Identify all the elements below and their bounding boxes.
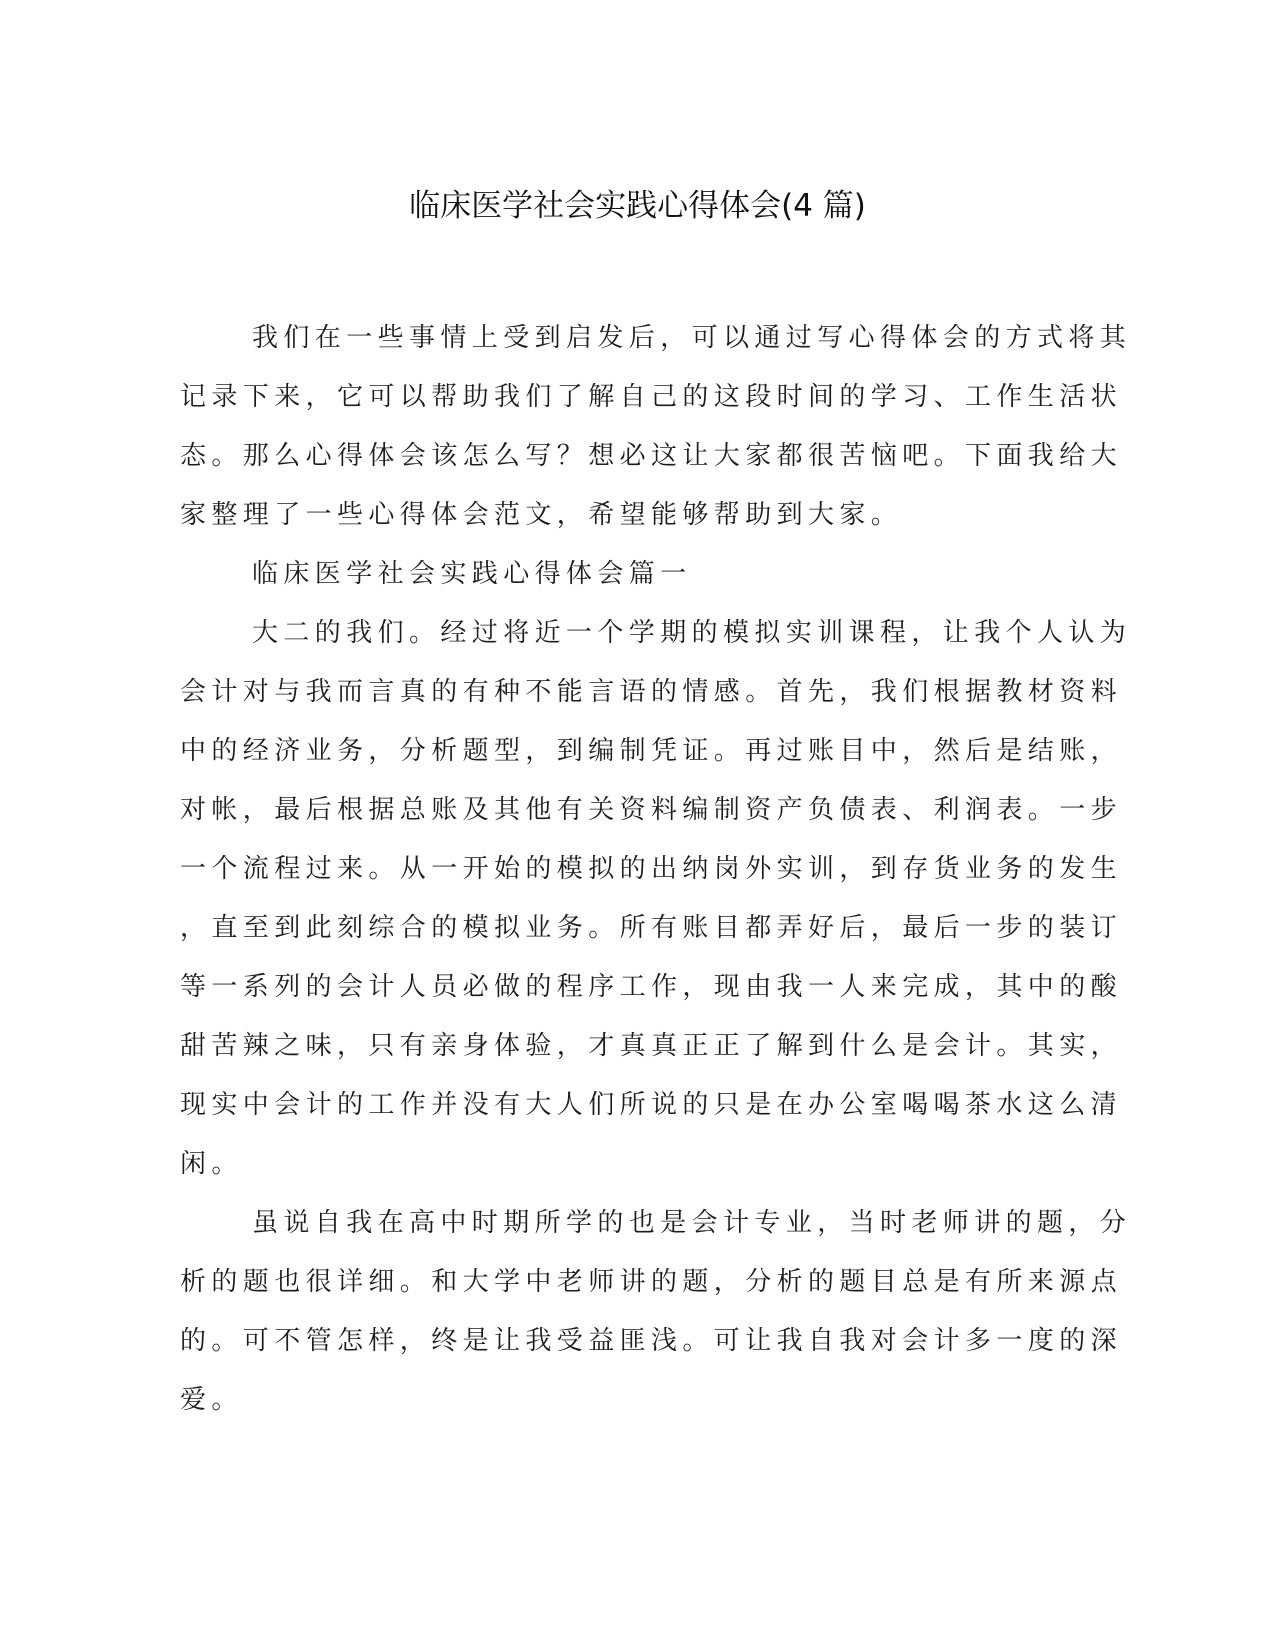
paragraph-line: 虽说自我在高中时期所学的也是会计专业，当时老师讲的题，分 [252, 1208, 1132, 1238]
intro-line: 记录下来，它可以帮助我们了解自己的这段时间的学习、工作生活状 [180, 382, 1123, 412]
paragraph-line: 对帐，最后根据总账及其他有关资料编制资产负债表、利润表。一步 [180, 795, 1123, 825]
section-heading: 临床医学社会实践心得体会篇一 [252, 559, 692, 589]
paragraph-line: ，直至到此刻综合的模拟业务。所有账目都弄好后，最后一步的装订 [180, 913, 1123, 943]
paragraph-line: 析的题也很详细。和大学中老师讲的题，分析的题目总是有所来源点 [180, 1267, 1123, 1297]
paragraph-line: 甜苦辣之味，只有亲身体验，才真真正正了解到什么是会计。其实， [180, 1031, 1123, 1061]
paragraph-line: 爱。 [180, 1385, 243, 1415]
intro-line: 我们在一些事情上受到启发后，可以通过写心得体会的方式将其 [252, 323, 1132, 353]
intro-line: 家整理了一些心得体会范文，希望能够帮助到大家。 [180, 500, 903, 530]
paragraph-line: 的。可不管怎样，终是让我受益匪浅。可让我自我对会计多一度的深 [180, 1326, 1123, 1356]
document-title: 临床医学社会实践心得体会(4 篇) [409, 188, 866, 224]
paragraph-line: 一个流程过来。从一开始的模拟的出纳岗外实训，到存货业务的发生 [180, 854, 1123, 884]
paragraph-line: 会计对与我而言真的有种不能言语的情感。首先，我们根据教材资料 [180, 677, 1123, 707]
paragraph-line: 等一系列的会计人员必做的程序工作，现由我一人来完成，其中的酸 [180, 972, 1123, 1002]
paragraph-line: 中的经济业务，分析题型，到编制凭证。再过账目中，然后是结账， [180, 736, 1123, 766]
paragraph-line: 现实中会计的工作并没有大人们所说的只是在办公室喝喝茶水这么清 [180, 1090, 1123, 1120]
intro-line: 态。那么心得体会该怎么写？想必这让大家都很苦恼吧。下面我给大 [180, 441, 1123, 471]
paragraph-line: 闲。 [180, 1149, 243, 1179]
paragraph-line: 大二的我们。经过将近一个学期的模拟实训课程，让我个人认为 [252, 618, 1132, 648]
